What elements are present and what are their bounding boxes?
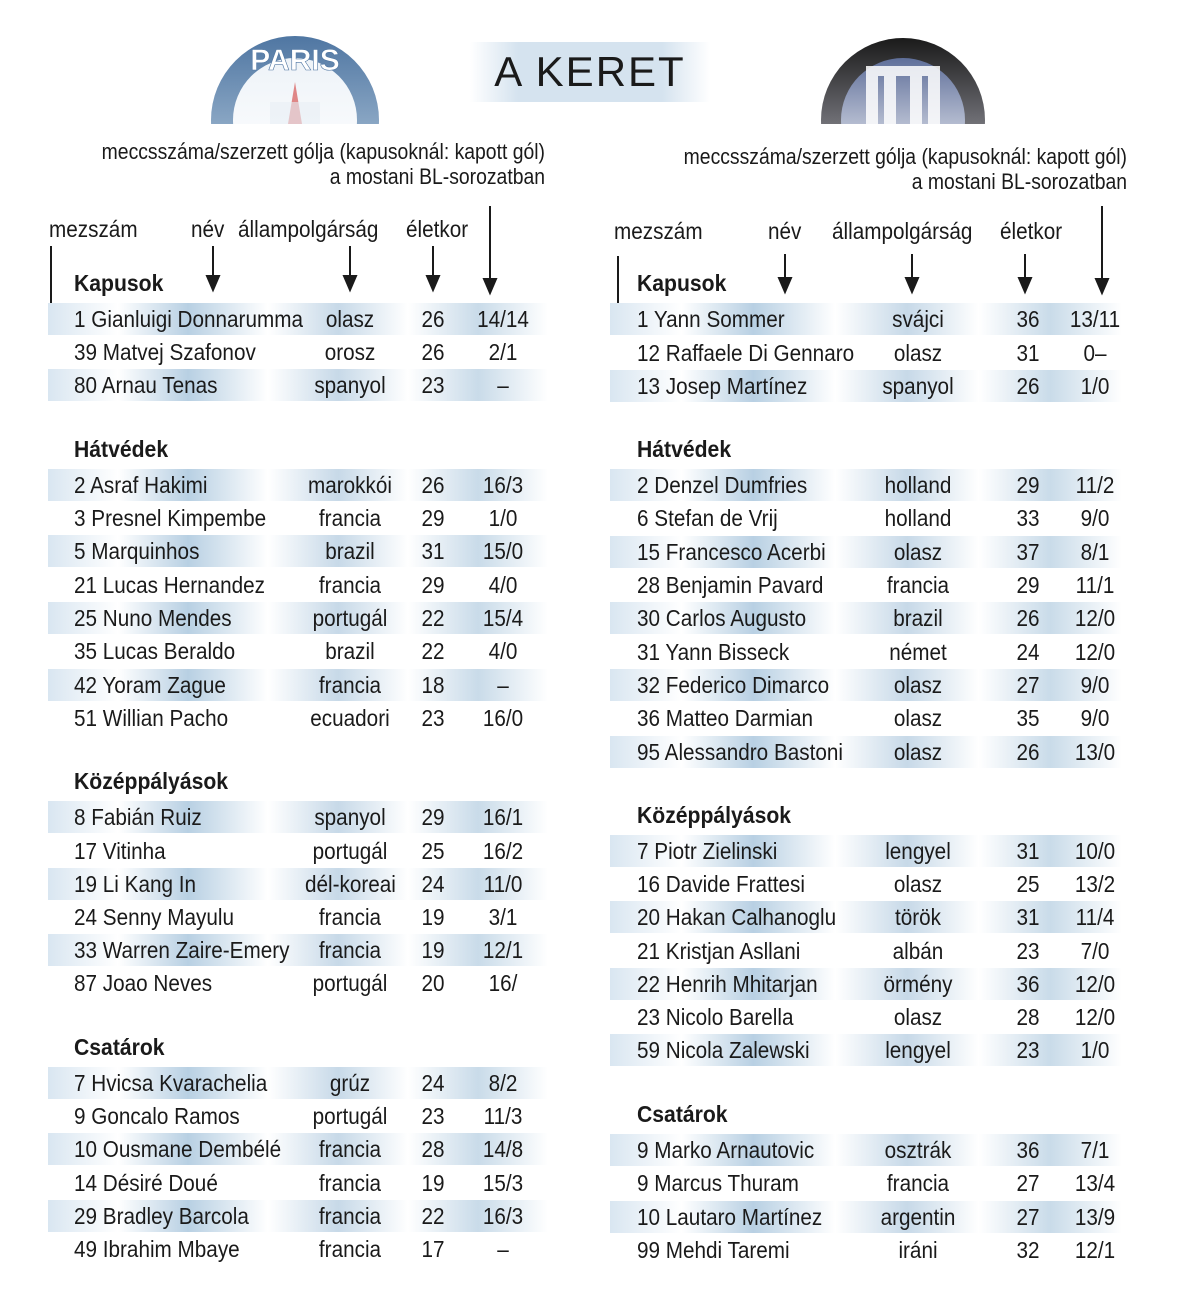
section-title: Hátvédek xyxy=(74,436,169,462)
player-nationality: olasz xyxy=(893,539,943,565)
player-row xyxy=(48,967,548,999)
player-row xyxy=(48,602,548,634)
player-age: 31 xyxy=(1016,838,1040,864)
player-row xyxy=(48,469,548,501)
player-row xyxy=(610,1201,1122,1233)
player-name: 17 Vitinha xyxy=(74,838,166,864)
player-name: 29 Bradley Barcola xyxy=(74,1203,249,1229)
player-nationality: lengyel xyxy=(885,1037,951,1063)
player-age: 29 xyxy=(1016,472,1040,498)
section-title: Csatárok xyxy=(637,1101,728,1127)
player-row xyxy=(48,369,548,401)
header-nationality: állampolgárság xyxy=(238,216,379,242)
player-age: 27 xyxy=(1016,1170,1040,1196)
player-row xyxy=(610,469,1122,501)
player-row xyxy=(48,801,548,833)
player-row xyxy=(610,1134,1122,1166)
player-age: 33 xyxy=(1016,505,1040,531)
player-age: 19 xyxy=(421,937,445,963)
player-stats: 11/4 xyxy=(1075,904,1115,930)
player-row xyxy=(48,569,548,601)
player-name: 21 Lucas Hernandez xyxy=(74,572,266,598)
player-stats: 14/8 xyxy=(482,1136,524,1162)
player-row xyxy=(48,669,548,701)
player-age: 36 xyxy=(1016,971,1040,997)
player-name: 2 Denzel Dumfries xyxy=(637,472,808,498)
player-stats: 11/3 xyxy=(483,1103,523,1129)
player-nationality: német xyxy=(889,639,947,665)
player-row xyxy=(48,1167,548,1199)
player-age: 31 xyxy=(1016,904,1040,930)
player-stats: 8/1 xyxy=(1080,539,1110,565)
player-age: 35 xyxy=(1016,705,1040,731)
section-title: Középpályások xyxy=(637,802,792,828)
player-nationality: olasz xyxy=(893,672,943,698)
player-row xyxy=(610,502,1122,534)
inter-squad xyxy=(600,0,1200,1299)
player-stats: – xyxy=(497,672,509,698)
player-nationality: portugál xyxy=(312,605,388,631)
stats-note-line: meccsszáma/szerzett gólja (kapusoknál: kapott gól) xyxy=(101,139,545,164)
player-name: 39 Matvej Szafonov xyxy=(74,339,256,365)
player-nationality: francia xyxy=(886,572,950,598)
player-stats: 12/1 xyxy=(482,937,524,963)
player-nationality: olasz xyxy=(893,1004,943,1030)
player-stats: 9/0 xyxy=(1080,672,1110,698)
player-name: 9 Marko Arnautovic xyxy=(637,1137,815,1163)
player-age: 32 xyxy=(1016,1237,1040,1263)
player-nationality: francia xyxy=(318,1236,382,1262)
player-row xyxy=(48,635,548,667)
player-name: 10 Ousmane Dembélé xyxy=(74,1136,282,1162)
player-age: 19 xyxy=(421,1170,445,1196)
section-title: Hátvédek xyxy=(637,436,732,462)
player-name: 1 Yann Sommer xyxy=(637,306,785,332)
player-name: 7 Piotr Zielinski xyxy=(637,838,778,864)
player-stats: – xyxy=(497,1236,509,1262)
player-row xyxy=(610,602,1122,634)
player-age: 24 xyxy=(421,1070,445,1096)
stats-note-line: a mostani BL-sorozatban xyxy=(329,164,545,189)
player-name: 20 Hakan Calhanoglu xyxy=(637,904,837,930)
player-name: 95 Alessandro Bastoni xyxy=(637,739,844,765)
player-nationality: portugál xyxy=(312,970,388,996)
player-nationality: ecuadori xyxy=(310,705,390,731)
player-nationality: portugál xyxy=(312,838,388,864)
player-age: 26 xyxy=(1016,739,1040,765)
player-name: 16 Davide Frattesi xyxy=(637,871,805,897)
player-age: 23 xyxy=(1016,1037,1040,1063)
player-stats: 16/3 xyxy=(482,472,524,498)
player-row xyxy=(610,337,1122,369)
player-stats: 3/1 xyxy=(488,904,518,930)
player-stats: 12/0 xyxy=(1074,605,1116,631)
player-row xyxy=(610,835,1122,867)
player-row xyxy=(610,370,1122,402)
player-nationality: török xyxy=(894,904,942,930)
player-name: 99 Mehdi Taremi xyxy=(637,1237,790,1263)
player-nationality: holland xyxy=(884,472,952,498)
player-name: 28 Benjamin Pavard xyxy=(637,572,824,598)
player-row xyxy=(610,868,1122,900)
page-title: A KERET xyxy=(494,48,686,95)
player-name: 35 Lucas Beraldo xyxy=(74,638,236,664)
player-stats: 14/14 xyxy=(477,306,529,332)
player-name: 14 Désiré Doué xyxy=(74,1170,218,1196)
player-row xyxy=(610,968,1122,1000)
player-age: 23 xyxy=(421,705,445,731)
player-stats: 1/0 xyxy=(488,505,518,531)
player-name: 7 Hvicsa Kvarachelia xyxy=(74,1070,268,1096)
player-row xyxy=(610,1234,1122,1266)
player-nationality: iráni xyxy=(898,1237,938,1263)
player-row xyxy=(48,1200,548,1232)
player-row xyxy=(610,702,1122,734)
player-stats: 2/1 xyxy=(488,339,518,365)
player-row xyxy=(610,901,1122,933)
player-name: 31 Yann Bisseck xyxy=(637,639,790,665)
player-nationality: brazil xyxy=(325,638,375,664)
player-nationality: brazil xyxy=(893,605,943,631)
player-age: 17 xyxy=(421,1236,445,1262)
player-stats: 9/0 xyxy=(1080,505,1110,531)
player-stats: 10/0 xyxy=(1074,838,1116,864)
player-stats: 16/1 xyxy=(482,804,524,830)
player-age: 28 xyxy=(1016,1004,1040,1030)
player-row xyxy=(48,934,548,966)
player-nationality: argentin xyxy=(880,1204,956,1230)
player-stats: – xyxy=(497,372,509,398)
player-age: 22 xyxy=(421,605,445,631)
player-name: 2 Asraf Hakimi xyxy=(74,472,208,498)
player-stats: 13/9 xyxy=(1074,1204,1116,1230)
player-stats: 0– xyxy=(1083,340,1107,366)
player-age: 26 xyxy=(1016,605,1040,631)
player-row xyxy=(610,669,1122,701)
section-title: Középpályások xyxy=(74,768,229,794)
player-name: 42 Yoram Zague xyxy=(74,672,226,698)
player-row xyxy=(610,736,1122,768)
psg-logo-text: PARIS xyxy=(250,44,340,77)
player-stats: 11/1 xyxy=(1075,572,1115,598)
player-age: 26 xyxy=(421,306,445,332)
player-stats: 16/2 xyxy=(482,838,524,864)
player-stats: 12/0 xyxy=(1074,639,1116,665)
player-nationality: francia xyxy=(318,505,382,531)
player-nationality: brazil xyxy=(325,538,375,564)
player-name: 30 Carlos Augusto xyxy=(637,605,807,631)
player-nationality: olasz xyxy=(893,340,943,366)
player-name: 15 Francesco Acerbi xyxy=(637,539,826,565)
player-nationality: marokkói xyxy=(308,472,392,498)
player-row xyxy=(48,868,548,900)
header-age: életkor xyxy=(406,216,469,242)
player-age: 24 xyxy=(421,871,445,897)
player-nationality: örmény xyxy=(883,971,953,997)
player-age: 25 xyxy=(421,838,445,864)
player-name: 22 Henrih Mhitarjan xyxy=(637,971,818,997)
header-number: mezszám xyxy=(49,216,138,242)
player-nationality: orosz xyxy=(324,339,376,365)
player-name: 5 Marquinhos xyxy=(74,538,200,564)
player-row xyxy=(610,303,1122,335)
player-age: 23 xyxy=(421,372,445,398)
player-name: 25 Nuno Mendes xyxy=(74,605,232,631)
player-age: 29 xyxy=(421,572,445,598)
player-name: 10 Lautaro Martínez xyxy=(637,1204,823,1230)
player-nationality: osztrák xyxy=(884,1137,952,1163)
player-row xyxy=(48,336,548,368)
player-row xyxy=(610,536,1122,568)
player-stats: 16/0 xyxy=(482,705,524,731)
player-stats: 16/3 xyxy=(482,1203,524,1229)
player-nationality: portugál xyxy=(312,1103,388,1129)
player-name: 80 Arnau Tenas xyxy=(74,372,218,398)
player-stats: 12/1 xyxy=(1074,1237,1116,1263)
player-nationality: olasz xyxy=(893,705,943,731)
player-name: 49 Ibrahim Mbaye xyxy=(74,1236,240,1262)
player-name: 12 Raffaele Di Gennaro xyxy=(637,340,855,366)
player-stats: 13/0 xyxy=(1074,739,1116,765)
player-name: 36 Matteo Darmian xyxy=(637,705,814,731)
player-nationality: grúz xyxy=(329,1070,371,1096)
player-age: 22 xyxy=(421,638,445,664)
player-age: 31 xyxy=(1016,340,1040,366)
player-name: 51 Willian Pacho xyxy=(74,705,229,731)
player-name: 24 Senny Mayulu xyxy=(74,904,234,930)
player-nationality: francia xyxy=(318,1170,382,1196)
player-age: 27 xyxy=(1016,1204,1040,1230)
player-nationality: spanyol xyxy=(882,373,954,399)
player-nationality: francia xyxy=(318,1203,382,1229)
player-nationality: olasz xyxy=(325,306,375,332)
player-stats: 16/ xyxy=(488,970,518,996)
player-stats: 12/0 xyxy=(1074,1004,1116,1030)
player-row xyxy=(48,303,548,335)
player-name: 3 Presnel Kimpembe xyxy=(74,505,267,531)
player-row xyxy=(48,702,548,734)
player-nationality: albán xyxy=(892,938,944,964)
player-stats: 1/0 xyxy=(1080,1037,1110,1063)
player-row xyxy=(48,502,548,534)
player-row xyxy=(48,1100,548,1132)
player-age: 37 xyxy=(1016,539,1040,565)
section-title: Csatárok xyxy=(74,1034,165,1060)
player-age: 23 xyxy=(421,1103,445,1129)
player-stats: 4/0 xyxy=(488,572,518,598)
header-name: név xyxy=(191,216,225,242)
player-row xyxy=(48,535,548,567)
player-nationality: olasz xyxy=(893,739,943,765)
player-nationality: francia xyxy=(318,904,382,930)
player-stats: 15/3 xyxy=(482,1170,524,1196)
player-nationality: spanyol xyxy=(314,372,386,398)
player-row xyxy=(48,1067,548,1099)
player-stats: 13/11 xyxy=(1069,306,1121,332)
player-name: 21 Kristjan Asllani xyxy=(637,938,801,964)
player-row xyxy=(610,569,1122,601)
player-name: 32 Federico Dimarco xyxy=(637,672,830,698)
player-name: 9 Goncalo Ramos xyxy=(74,1103,240,1129)
player-row xyxy=(48,1233,548,1265)
section-title: Kapusok xyxy=(637,270,727,296)
player-nationality: holland xyxy=(884,505,952,531)
player-stats: 11/2 xyxy=(1075,472,1115,498)
player-age: 29 xyxy=(421,505,445,531)
player-row xyxy=(48,901,548,933)
player-stats: 8/2 xyxy=(488,1070,518,1096)
player-stats: 9/0 xyxy=(1080,705,1110,731)
player-nationality: svájci xyxy=(892,306,944,332)
player-row xyxy=(48,1133,548,1165)
player-age: 26 xyxy=(421,339,445,365)
player-nationality: olasz xyxy=(893,871,943,897)
player-name: 9 Marcus Thuram xyxy=(637,1170,799,1196)
player-age: 22 xyxy=(421,1203,445,1229)
player-stats: 7/0 xyxy=(1080,938,1110,964)
player-name: 23 Nicolo Barella xyxy=(637,1004,794,1030)
player-age: 26 xyxy=(1016,373,1040,399)
player-row xyxy=(610,1001,1122,1033)
header-name: név xyxy=(768,218,802,244)
player-row xyxy=(610,935,1122,967)
player-age: 18 xyxy=(421,672,445,698)
player-age: 23 xyxy=(1016,938,1040,964)
header-nationality: állampolgárság xyxy=(832,218,973,244)
section-title: Kapusok xyxy=(74,270,164,296)
player-age: 36 xyxy=(1016,306,1040,332)
player-age: 29 xyxy=(421,804,445,830)
player-nationality: francia xyxy=(318,937,382,963)
player-nationality: lengyel xyxy=(885,838,951,864)
player-stats: 1/0 xyxy=(1080,373,1110,399)
player-age: 28 xyxy=(421,1136,445,1162)
player-name: 19 Li Kang In xyxy=(74,871,197,897)
player-row xyxy=(610,1034,1122,1066)
header-age: életkor xyxy=(1000,218,1063,244)
player-nationality: francia xyxy=(318,672,382,698)
player-stats: 13/2 xyxy=(1074,871,1116,897)
player-age: 20 xyxy=(421,970,445,996)
player-name: 33 Warren Zaire-Emery xyxy=(74,937,290,963)
player-name: 59 Nicola Zalewski xyxy=(637,1037,810,1063)
stats-note-line: meccsszáma/szerzett gólja (kapusoknál: kapott gól) xyxy=(683,144,1127,169)
player-row xyxy=(610,636,1122,668)
player-age: 26 xyxy=(421,472,445,498)
player-stats: 4/0 xyxy=(488,638,518,664)
player-age: 31 xyxy=(421,538,445,564)
player-name: 87 Joao Neves xyxy=(74,970,213,996)
player-nationality: francia xyxy=(318,1136,382,1162)
player-age: 36 xyxy=(1016,1137,1040,1163)
player-stats: 13/4 xyxy=(1074,1170,1116,1196)
player-name: 6 Stefan de Vrij xyxy=(637,505,778,531)
player-age: 24 xyxy=(1016,639,1040,665)
player-stats: 11/0 xyxy=(483,871,523,897)
player-stats: 15/0 xyxy=(482,538,524,564)
player-nationality: francia xyxy=(886,1170,950,1196)
player-nationality: spanyol xyxy=(314,804,386,830)
player-age: 27 xyxy=(1016,672,1040,698)
player-age: 29 xyxy=(1016,572,1040,598)
player-row xyxy=(48,835,548,867)
player-stats: 15/4 xyxy=(482,605,524,631)
player-stats: 12/0 xyxy=(1074,971,1116,997)
header-number: mezszám xyxy=(614,218,703,244)
player-row xyxy=(610,1167,1122,1199)
player-nationality: francia xyxy=(318,572,382,598)
player-name: 8 Fabián Ruiz xyxy=(74,804,202,830)
player-nationality: dél-koreai xyxy=(305,871,396,897)
player-name: 1 Gianluigi Donnarumma xyxy=(74,306,303,332)
stats-note-line: a mostani BL-sorozatban xyxy=(911,169,1127,194)
player-name: 13 Josep Martínez xyxy=(637,373,808,399)
player-age: 25 xyxy=(1016,871,1040,897)
player-stats: 7/1 xyxy=(1080,1137,1110,1163)
player-age: 19 xyxy=(421,904,445,930)
